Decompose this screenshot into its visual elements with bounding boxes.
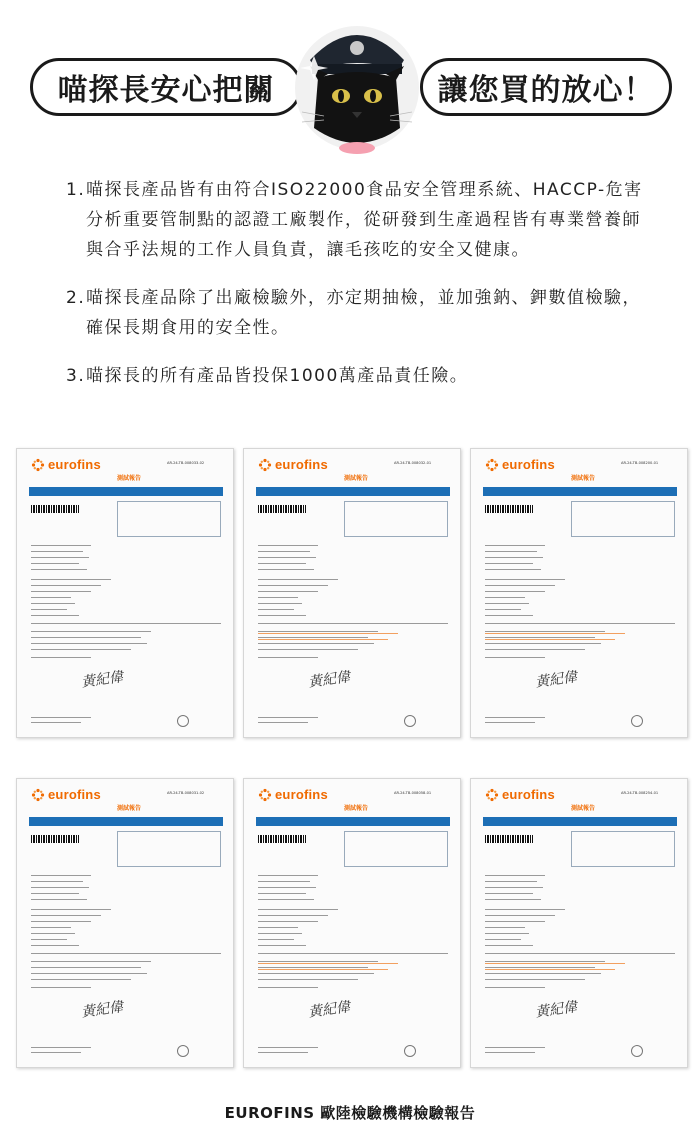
client-box: [117, 831, 221, 867]
report-text-line: [485, 921, 545, 922]
report-text-line: [31, 579, 111, 580]
report-text-line: [485, 927, 525, 928]
report-footer-line: [258, 1047, 318, 1048]
report-title: 測試報告: [117, 475, 142, 482]
barcode: [31, 505, 79, 513]
report-text-line: [258, 585, 328, 586]
report-number: AR-24-TB-008058-01: [394, 791, 432, 795]
client-box: [344, 501, 448, 537]
term-number: 3.: [66, 366, 86, 386]
report-text-line: [31, 887, 89, 888]
report-number: AR-24-TB-008200-01: [621, 461, 659, 465]
report-text-line: [485, 875, 545, 876]
report-text-line: [485, 987, 545, 988]
test-report-card: [243, 448, 461, 738]
report-text-line: [258, 623, 448, 624]
report-brand: eurofins: [502, 457, 555, 472]
report-footer-line: [258, 717, 318, 718]
report-text-line: [31, 649, 131, 650]
report-text-line: [485, 649, 585, 650]
report-footer-line: [485, 1047, 545, 1048]
report-text-line: [485, 615, 533, 616]
report-text-line: [485, 881, 537, 882]
term-text: 喵探長產品皆有由符合ISO22000食品安全管理系統、HACCP-危害分析重要管制點的認證工廠製作，從研發到生產過程皆有專業營養師與合乎法規的工作人員負責，讓毛孩吃的安全又健康。: [86, 180, 643, 260]
signature-image: 黃紀偉: [80, 669, 125, 691]
report-text-line: [485, 933, 529, 934]
report-text-line: [258, 979, 358, 980]
report-footer-line: [31, 722, 81, 723]
report-text-line: [485, 585, 555, 586]
report-text-line: [485, 623, 675, 624]
report-footer-line: [485, 722, 535, 723]
eurofins-logo: [258, 787, 328, 802]
report-text-line: [31, 915, 101, 916]
report-text-line: [258, 649, 358, 650]
test-report-card: [16, 448, 234, 738]
report-footer-line: [31, 717, 91, 718]
report-highlight-line: [485, 969, 615, 970]
report-text-line: [31, 921, 91, 922]
report-text-line: [31, 615, 79, 616]
report-text-line: [258, 591, 318, 592]
report-title: 測試報告: [571, 475, 596, 482]
report-text-line: [485, 939, 521, 940]
report-text-line: [31, 597, 71, 598]
report-text-line: [485, 557, 543, 558]
report-text-line: [31, 893, 79, 894]
report-title: 測試報告: [344, 475, 369, 482]
report-brand: eurofins: [275, 787, 328, 802]
report-text-line: [31, 551, 83, 552]
report-text-line: [31, 967, 141, 968]
report-text-line: [258, 933, 302, 934]
signature-image: 黃紀偉: [80, 999, 125, 1021]
report-text-line: [258, 909, 338, 910]
report-text-line: [258, 921, 318, 922]
report-text-line: [258, 545, 318, 546]
test-report-card: [470, 778, 688, 1068]
client-box: [117, 501, 221, 537]
signature-image: 黃紀偉: [534, 669, 579, 691]
report-text-line: [31, 973, 147, 974]
report-highlight-line: [485, 963, 625, 964]
report-text-line: [485, 591, 545, 592]
report-title: 測試報告: [117, 805, 142, 812]
report-text-line: [258, 893, 306, 894]
report-text-line: [485, 915, 555, 916]
eurofins-logo-icon: [485, 788, 499, 802]
seal-stamp: [404, 1045, 416, 1057]
report-text-line: [31, 545, 91, 546]
report-highlight-line: [258, 633, 398, 634]
report-text-line: [31, 569, 87, 570]
report-brand: eurofins: [48, 457, 101, 472]
report-brand: eurofins: [502, 787, 555, 802]
report-text-line: [258, 609, 294, 610]
report-footer-line: [485, 1052, 535, 1053]
report-footer-line: [258, 1052, 308, 1053]
report-number: AR-24-TB-008031-02: [167, 791, 205, 795]
report-text-line: [258, 643, 374, 644]
seal-stamp: [177, 1045, 189, 1057]
eurofins-logo: [258, 457, 328, 472]
report-text-line: [31, 585, 101, 586]
report-text-line: [258, 881, 310, 882]
report-text-line: [31, 939, 67, 940]
client-box: [344, 831, 448, 867]
report-text-line: [485, 973, 601, 974]
report-text-line: [31, 637, 141, 638]
report-text-line: [31, 927, 71, 928]
report-text-line: [485, 551, 537, 552]
report-text-line: [31, 609, 67, 610]
test-report-card: [16, 778, 234, 1068]
report-text-line: [485, 979, 585, 980]
report-text-line: [258, 603, 302, 604]
report-text-line: [31, 875, 91, 876]
report-header-bar: [483, 817, 677, 826]
report-text-line: [258, 579, 338, 580]
seal-stamp: [404, 715, 416, 727]
eurofins-logo-icon: [258, 788, 272, 802]
barcode: [485, 835, 533, 843]
report-text-line: [485, 893, 533, 894]
term-number: 1.: [66, 180, 86, 200]
eurofins-logo-icon: [31, 458, 45, 472]
report-text-line: [258, 597, 298, 598]
report-text-line: [31, 881, 83, 882]
report-text-line: [485, 609, 521, 610]
term-item-3: [66, 361, 646, 391]
eurofins-logo-icon: [31, 788, 45, 802]
client-box: [571, 831, 675, 867]
test-report-card: [243, 778, 461, 1068]
report-footer-line: [485, 717, 545, 718]
term-item-2: [66, 283, 646, 343]
report-header-bar: [256, 487, 450, 496]
signature-image: 黃紀偉: [534, 999, 579, 1021]
report-text-line: [258, 899, 314, 900]
report-text-line: [31, 961, 151, 962]
report-text-line: [485, 887, 543, 888]
seal-stamp: [631, 1045, 643, 1057]
report-text-line: [485, 563, 533, 564]
eurofins-logo: [31, 787, 101, 802]
report-text-line: [258, 973, 374, 974]
report-header-bar: [256, 817, 450, 826]
report-text-line: [485, 597, 525, 598]
report-text-line: [258, 927, 298, 928]
report-number: AR-24-TB-008254-01: [621, 791, 659, 795]
report-text-line: [31, 657, 91, 658]
report-text-line: [258, 915, 328, 916]
term-text: 喵探長產品除了出廠檢驗外，亦定期抽檢，並加強鈉、鉀數值檢驗，確保長期食用的安全性。: [86, 288, 641, 338]
term-item-1: [66, 175, 646, 265]
left-slogan: 喵探長安心把關: [30, 58, 302, 116]
report-text-line: [31, 563, 79, 564]
report-text-line: [485, 945, 533, 946]
report-highlight-line: [258, 969, 388, 970]
report-text-line: [485, 953, 675, 954]
report-brand: eurofins: [48, 787, 101, 802]
report-text-line: [31, 899, 87, 900]
report-text-line: [31, 603, 75, 604]
barcode: [258, 505, 306, 513]
report-highlight-line: [258, 963, 398, 964]
report-footer-line: [258, 722, 308, 723]
signature-image: 黃紀偉: [307, 669, 352, 691]
term-number: 2.: [66, 288, 86, 308]
report-header-bar: [29, 487, 223, 496]
report-text-line: [31, 631, 151, 632]
report-highlight-line: [485, 639, 615, 640]
eurofins-logo: [485, 787, 555, 802]
report-number: AR-24-TB-008033-02: [167, 461, 205, 465]
report-text-line: [31, 979, 131, 980]
report-footer-line: [31, 1052, 81, 1053]
report-title: 測試報告: [344, 805, 369, 812]
cat-detective-image: [288, 8, 426, 156]
report-text-line: [258, 615, 306, 616]
eurofins-logo-icon: [485, 458, 499, 472]
seal-stamp: [631, 715, 643, 727]
report-header-bar: [483, 487, 677, 496]
barcode: [31, 835, 79, 843]
report-title: 測試報告: [571, 805, 596, 812]
report-text-line: [31, 933, 75, 934]
report-text-line: [258, 875, 318, 876]
report-highlight-line: [485, 633, 625, 634]
report-brand: eurofins: [275, 457, 328, 472]
report-text-line: [31, 557, 89, 558]
report-text-line: [485, 643, 601, 644]
report-text-line: [485, 657, 545, 658]
report-text-line: [31, 623, 221, 624]
term-text: 喵探長的所有產品皆投保1000萬產品責任險。: [86, 366, 469, 386]
report-footer-line: [31, 1047, 91, 1048]
barcode: [485, 505, 533, 513]
client-box: [571, 501, 675, 537]
report-text-line: [31, 987, 91, 988]
signature-image: 黃紀偉: [307, 999, 352, 1021]
report-number: AR-24-TB-008032-01: [394, 461, 432, 465]
eurofins-logo: [31, 457, 101, 472]
report-text-line: [258, 557, 316, 558]
report-text-line: [31, 643, 147, 644]
report-text-line: [258, 945, 306, 946]
barcode: [258, 835, 306, 843]
right-slogan: 讓您買的放心！: [420, 58, 672, 116]
report-text-line: [258, 987, 318, 988]
report-text-line: [258, 953, 448, 954]
report-text-line: [258, 551, 310, 552]
report-text-line: [258, 569, 314, 570]
report-text-line: [258, 887, 316, 888]
report-text-line: [31, 953, 221, 954]
footer-caption: EUROFINS 歐陸檢驗機構檢驗報告: [224, 1104, 476, 1122]
eurofins-logo: [485, 457, 555, 472]
test-report-card: [470, 448, 688, 738]
report-highlight-line: [258, 639, 388, 640]
report-text-line: [258, 563, 306, 564]
report-text-line: [31, 945, 79, 946]
report-text-line: [485, 909, 565, 910]
report-text-line: [31, 591, 91, 592]
quality-assurance-list: [66, 175, 646, 409]
header-banner: [0, 0, 700, 160]
eurofins-logo-icon: [258, 458, 272, 472]
report-text-line: [31, 909, 111, 910]
report-text-line: [485, 545, 545, 546]
report-header-bar: [29, 817, 223, 826]
report-text-line: [485, 603, 529, 604]
report-text-line: [485, 899, 541, 900]
report-text-line: [485, 579, 565, 580]
seal-stamp: [177, 715, 189, 727]
report-text-line: [258, 657, 318, 658]
report-text-line: [485, 569, 541, 570]
report-text-line: [258, 939, 294, 940]
